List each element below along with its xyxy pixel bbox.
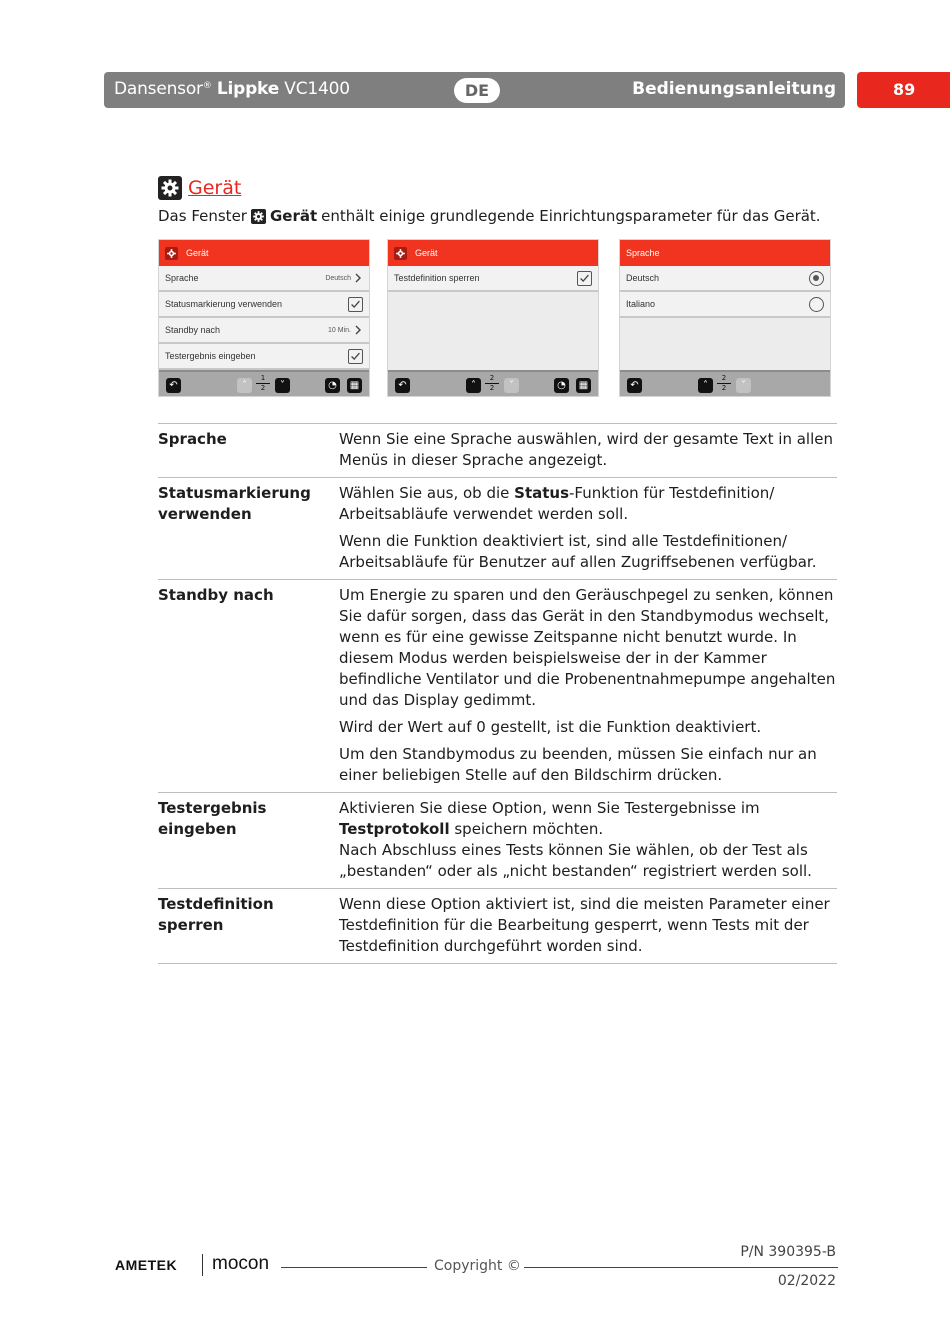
header-bar bbox=[104, 72, 845, 108]
section-title-link[interactable]: Gerät bbox=[188, 177, 242, 199]
setting-row-test-result[interactable]: Testergebnis eingeben bbox=[159, 344, 369, 370]
page-indicator: 2 2 bbox=[485, 374, 499, 393]
back-icon[interactable]: ↶ bbox=[627, 378, 642, 393]
page-up-icon[interactable]: ˄ bbox=[466, 378, 481, 393]
description: Wenn diese Option aktiviert ist, sind die meisten Parameter einer Testdefinition für die Bearbeitung gesperrt, wenn Tests mit der Testdefinition durchgeführt worden sind. bbox=[339, 895, 830, 955]
screen-language bbox=[619, 239, 831, 397]
term-lock-test-definition: Testdefinition sperren bbox=[158, 895, 274, 934]
dashboard-icon[interactable]: ◔ bbox=[325, 378, 340, 393]
table-row bbox=[158, 424, 837, 478]
chevron-right-icon bbox=[353, 273, 363, 283]
screen-title-bar: Sprache bbox=[620, 240, 830, 266]
screen-device-page2 bbox=[387, 239, 599, 397]
screen-footer bbox=[620, 370, 830, 396]
page-indicator: 1 2 bbox=[256, 374, 270, 393]
section-heading bbox=[158, 175, 241, 201]
term-test-result: Testergebnis eingeben bbox=[158, 799, 267, 838]
radio-selected[interactable] bbox=[809, 271, 824, 286]
gear-icon bbox=[158, 176, 182, 200]
settings-definition-table bbox=[158, 423, 837, 964]
setting-row-standby[interactable]: Standby nach 10 Min. bbox=[159, 318, 369, 344]
back-icon[interactable]: ↶ bbox=[395, 378, 410, 393]
screen-footer bbox=[388, 370, 598, 396]
page-down-icon[interactable]: ˅ bbox=[504, 378, 519, 393]
screen-title-bar: Gerät bbox=[159, 240, 369, 266]
screen-title-bar: Gerät bbox=[388, 240, 598, 266]
description: Aktivieren Sie diese Option, wenn Sie Testergebnisse im Testprotokoll speichern möchten. Nach Abschluss eines Tests können Sie wählen, ob der Test als „bestanden“ oder als „nicht bestanden“ registriert werden soll. bbox=[339, 799, 812, 880]
footer-rule-left bbox=[281, 1267, 427, 1268]
gear-icon bbox=[165, 247, 178, 260]
setting-row-status-marking[interactable]: Statusmarkierung verwenden bbox=[159, 292, 369, 318]
screen-device-page1 bbox=[158, 239, 370, 397]
language-option-deutsch[interactable]: Deutsch bbox=[620, 266, 830, 292]
section-intro: Das Fenster Gerät enthält einige grundlegende Einrichtungsparameter für das Gerät. bbox=[158, 207, 821, 225]
description: Wählen Sie aus, ob die Status-Funktion für Testdefinition/ Arbeitsabläufe verwendet werden soll. Wenn die Funktion deaktiviert ist, sind alle Testdefinitionen/ Arbeitsabläufe für Benutzer auf allen Zugriffsebenen verfügbar. bbox=[339, 484, 817, 571]
page-number: 89 bbox=[857, 72, 950, 108]
gear-icon bbox=[251, 209, 266, 224]
dashboard-icon[interactable]: ◔ bbox=[554, 378, 569, 393]
footer-rule-right bbox=[524, 1267, 838, 1268]
page-up-icon[interactable]: ˄ bbox=[237, 378, 252, 393]
term-status-marking: Statusmarkierung verwenden bbox=[158, 484, 311, 523]
page-up-icon[interactable]: ˄ bbox=[698, 378, 713, 393]
table-row bbox=[158, 580, 837, 793]
term-language: Sprache bbox=[158, 430, 227, 448]
setting-row-lock-test-definition[interactable]: Testdefinition sperren bbox=[388, 266, 598, 292]
logo-divider bbox=[202, 1254, 203, 1276]
document-title: Bedienungsanleitung bbox=[632, 79, 836, 99]
chevron-right-icon bbox=[353, 325, 363, 335]
back-icon[interactable]: ↶ bbox=[166, 378, 181, 393]
page-down-icon[interactable]: ˅ bbox=[275, 378, 290, 393]
part-number: P/N 390395-B bbox=[740, 1244, 836, 1260]
mocon-logo: mocon bbox=[212, 1253, 270, 1274]
checkbox-checked[interactable] bbox=[348, 297, 363, 312]
revision-date: 02/2022 bbox=[777, 1273, 836, 1289]
language-badge: DE bbox=[454, 78, 500, 103]
description: Um Energie zu sparen und den Geräuschpegel zu senken, können Sie dafür sorgen, dass das Gerät in den Standbymodus wechselt, wenn es für eine gewisse Zeitspanne nicht benutzt wurde. In diesem Modus werden beispielsweise der in der Kammer befindliche Ventilator und die Probenentnahmepumpe angehalten und das Display gedimmt. Wird der Wert auf 0 gestellt, ist die Funktion deaktiviert. Um den Standbymodus zu beenden, müssen Sie einfach nur an einer beliebigen Stelle auf den Bildschirm drücken. bbox=[339, 586, 836, 784]
checkbox-checked[interactable] bbox=[577, 271, 592, 286]
term-standby: Standby nach bbox=[158, 586, 274, 604]
language-option-italiano[interactable]: Italiano bbox=[620, 292, 830, 318]
page-down-icon[interactable]: ˅ bbox=[736, 378, 751, 393]
table-row bbox=[158, 793, 837, 889]
grid-menu-icon[interactable]: ▦ bbox=[576, 378, 591, 393]
grid-menu-icon[interactable]: ▦ bbox=[347, 378, 362, 393]
screen-footer bbox=[159, 370, 369, 396]
page-indicator: 2 2 bbox=[717, 374, 731, 393]
checkbox-checked[interactable] bbox=[348, 349, 363, 364]
table-row bbox=[158, 889, 837, 964]
description: Wenn Sie eine Sprache auswählen, wird der gesamte Text in allen Menüs in dieser Sprache angezeigt. bbox=[339, 430, 833, 469]
product-name: Dansensor® Lippke VC1400 bbox=[114, 79, 350, 99]
ametek-logo: AMETEK bbox=[115, 1257, 178, 1273]
copyright: Copyright © bbox=[434, 1258, 521, 1274]
table-row bbox=[158, 478, 837, 580]
setting-row-language[interactable]: Sprache Deutsch bbox=[159, 266, 369, 292]
radio-unselected[interactable] bbox=[809, 297, 824, 312]
gear-icon bbox=[394, 247, 407, 260]
